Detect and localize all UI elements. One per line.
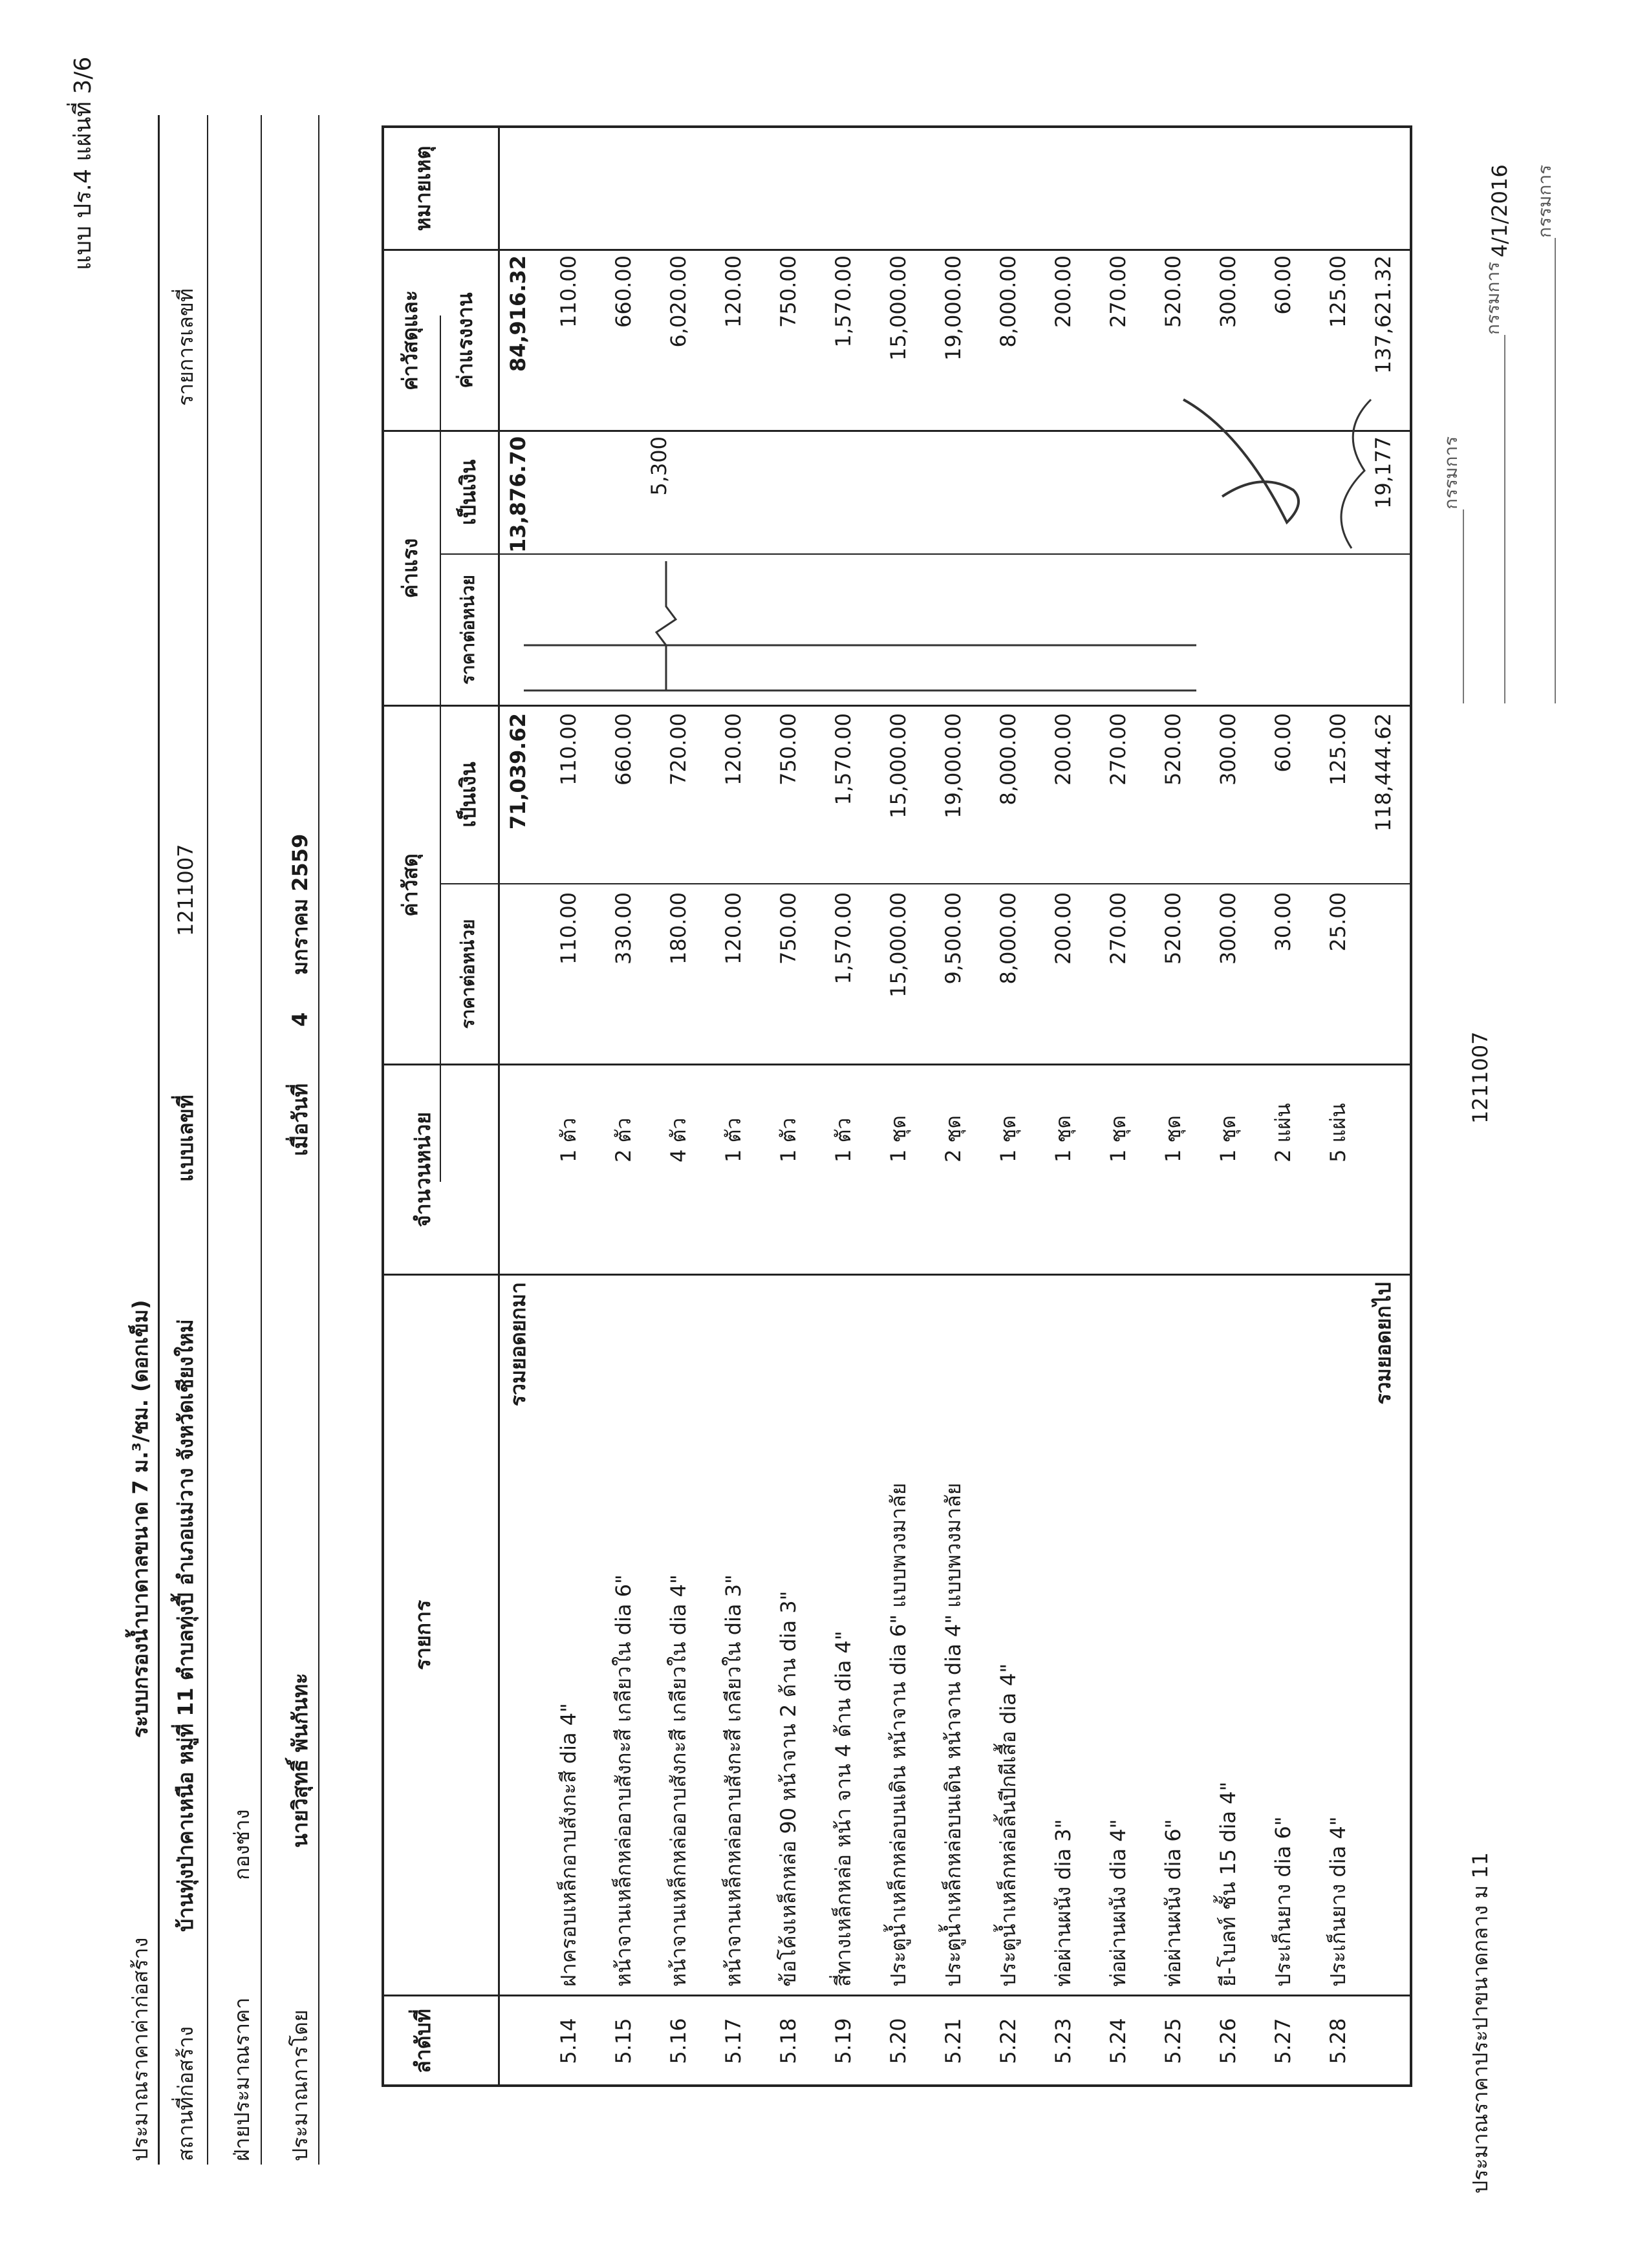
header-rule-4 xyxy=(318,115,319,2165)
col-header-lab-unit: ราคาต่อหน่วย xyxy=(457,575,479,685)
col-header-lab-amount: เป็นเงิน xyxy=(456,459,480,526)
row-no: 5.21 xyxy=(941,2018,965,2064)
row-no: 5.23 xyxy=(1051,2018,1075,2064)
row-material: 750.00 xyxy=(776,713,801,786)
row-no: 5.16 xyxy=(666,2018,691,2064)
row-material: 1,570.00 xyxy=(831,713,856,806)
row-item: ท่อผ่านผนัง dia 3" xyxy=(1051,1819,1075,1987)
row-total: 1,570.00 xyxy=(831,255,856,348)
dept-label: ฝ่ายประมาณราคา xyxy=(230,1997,254,2161)
row-no: 5.14 xyxy=(556,2018,581,2064)
row-unit-price: 15,000.00 xyxy=(886,892,911,998)
row-material: 60.00 xyxy=(1271,713,1295,773)
row-unit-price: 8,000.00 xyxy=(996,892,1020,985)
row-qty: 2 แผ่น xyxy=(1271,1103,1295,1162)
row-item: ฝาครอบเหล็กอาบสังกะสี dia 4" xyxy=(556,1703,581,1987)
signature-label-1: กรรมการ xyxy=(1440,436,1461,509)
header-rule-2 xyxy=(207,115,208,2165)
row-material: 19,000.00 xyxy=(941,713,965,818)
row-material: 660.00 xyxy=(611,713,636,786)
row-no: 5.22 xyxy=(996,2018,1020,2064)
row-labor: 5,300 xyxy=(647,436,671,496)
col-header-remark: หมายเหตุ xyxy=(411,145,435,231)
carry-out-labor: 19,177 xyxy=(1371,436,1396,509)
row-qty: 2 ตัว xyxy=(611,1117,636,1162)
row-qty: 1 ตัว xyxy=(721,1117,746,1162)
row-qty: 1 ชุด xyxy=(1051,1115,1075,1162)
row-unit-price: 30.00 xyxy=(1271,892,1295,952)
col-line-item xyxy=(382,1274,1412,1276)
signature-line-1 xyxy=(1463,509,1464,703)
row-material: 120.00 xyxy=(721,713,746,786)
row-unit-price: 120.00 xyxy=(721,892,746,965)
row-qty: 1 ชุด xyxy=(886,1115,911,1162)
row-qty: 4 ตัว xyxy=(666,1117,691,1162)
table-top-border xyxy=(382,127,384,2087)
row-unit-price: 1,570.00 xyxy=(831,892,856,985)
row-unit-price: 180.00 xyxy=(666,892,691,965)
row-qty: 1 ตัว xyxy=(776,1117,801,1162)
row-material: 200.00 xyxy=(1051,713,1075,786)
date-month-year: มกราคม 2559 xyxy=(288,833,312,975)
row-qty: 1 ชุด xyxy=(1106,1115,1130,1162)
row-no: 5.20 xyxy=(886,2018,911,2064)
header-bottom-rule xyxy=(498,127,500,2087)
item-no-label: รายการเลขที่ xyxy=(173,288,198,406)
signature-label-3: กรรมการ xyxy=(1534,164,1555,238)
row-item: ประเก็นยาง dia 4" xyxy=(1326,1816,1350,1987)
row-material: 520.00 xyxy=(1161,713,1185,786)
estimator-label: ประมาณการโดย xyxy=(288,2009,312,2161)
row-unit-price: 110.00 xyxy=(556,892,581,965)
row-qty: 5 แผ่น xyxy=(1326,1103,1350,1162)
row-item: ประตูน้ำเหล็กหล่อลิ้นปีกผีเสื้อ dia 4" xyxy=(996,1663,1020,1987)
row-material: 300.00 xyxy=(1216,713,1240,786)
row-unit-price: 270.00 xyxy=(1106,892,1130,965)
estimator-value: นายวิสุทธิ์ พันกันทะ xyxy=(288,1673,312,1848)
col-header-mat-unit: ราคาต่อหน่วย xyxy=(457,919,479,1029)
row-total: 15,000.00 xyxy=(886,255,911,361)
carry-in-material: 71,039.62 xyxy=(506,713,530,830)
row-item: หน้าจานเหล็กหล่ออาบสังกะสี เกลียวใน dia 6" xyxy=(611,1574,636,1987)
row-item: ประตูน้ำเหล็กหล่อบนเดิน หน้าจาน dia 6" แบบพวงมาลัย xyxy=(886,1482,911,1987)
title-value: ระบบกรองน้ำบาดาลขนาด 7 ม.³/ชม. (ดอกเข็ม) xyxy=(128,1300,153,1738)
header-mid-rule xyxy=(440,316,441,1182)
row-item: ยี-โบลท์ ชั้น 15 dia 4" xyxy=(1216,1781,1240,1987)
signature-line-3 xyxy=(1555,238,1556,703)
row-total: 270.00 xyxy=(1106,255,1130,328)
row-item: หน้าจานเหล็กหล่ออาบสังกะสี เกลียวใน dia 3" xyxy=(721,1574,746,1987)
date-day: 4 xyxy=(288,1012,312,1027)
row-qty: 2 ชุด xyxy=(941,1115,965,1162)
row-unit-price: 25.00 xyxy=(1326,892,1350,952)
row-unit-price: 750.00 xyxy=(776,892,801,965)
row-total: 660.00 xyxy=(611,255,636,328)
footer-left: ประมาณราคาประปาขนาดกลาง ม 11 xyxy=(1468,1852,1493,2194)
drawing-value: 1211007 xyxy=(173,844,198,936)
dept-value: กองช่าง xyxy=(230,1809,254,1880)
carry-out-material: 118,444.62 xyxy=(1371,713,1396,832)
row-total: 19,000.00 xyxy=(941,255,965,361)
row-no: 5.25 xyxy=(1161,2018,1185,2064)
footer-date: 4/1/2016 xyxy=(1487,164,1512,257)
row-no: 5.17 xyxy=(721,2018,746,2064)
row-no: 5.24 xyxy=(1106,2018,1130,2064)
carry-in-total: 84,916.32 xyxy=(506,255,530,372)
form-code: แบบ ปร.4 แผ่นที่ 3/6 xyxy=(70,56,96,270)
row-total: 110.00 xyxy=(556,255,581,328)
carry-out-total: 137,621.32 xyxy=(1371,255,1396,374)
row-qty: 1 ตัว xyxy=(556,1117,581,1162)
header-rule-3 xyxy=(261,115,262,2165)
handwritten-marks xyxy=(511,251,1416,703)
site-label: สถานที่ก่อสร้าง xyxy=(173,2026,198,2161)
col-header-seq: ลำดับที่ xyxy=(411,2009,435,2073)
row-no: 5.18 xyxy=(776,2018,801,2064)
row-total: 60.00 xyxy=(1271,255,1295,315)
row-total: 120.00 xyxy=(721,255,746,328)
col-header-material: ค่าวัสดุ xyxy=(398,853,422,917)
col-line-qty xyxy=(382,1064,1412,1065)
row-qty: 1 ชุด xyxy=(1216,1115,1240,1162)
row-material: 125.00 xyxy=(1326,713,1350,786)
row-item: ประเก็นยาง dia 6" xyxy=(1271,1816,1295,1987)
row-item: หน้าจานเหล็กหล่ออาบสังกะสี เกลียวใน dia 4" xyxy=(666,1574,691,1987)
row-item: ประตูน้ำเหล็กหล่อบนเดิน หน้าจาน dia 4" แบบพวงมาลัย xyxy=(941,1482,965,1987)
row-material: 720.00 xyxy=(666,713,691,786)
row-total: 300.00 xyxy=(1216,255,1240,328)
row-qty: 1 ชุด xyxy=(1161,1115,1185,1162)
col-header-qty: จำนวนหน่วย xyxy=(411,1111,435,1228)
carry-in-label: รวมยอดยกมา xyxy=(506,1282,530,1407)
row-total: 8,000.00 xyxy=(996,255,1020,348)
col-header-mat-amount: เป็นเงิน xyxy=(456,762,480,828)
site-value: บ้านทุ่งป่าคาเหนือ หมู่ที่ 11 ตำบลทุ่งปี้ อำเภอแม่วาง จังหวัดเชียงใหม่ xyxy=(173,1319,198,1932)
row-unit-price: 520.00 xyxy=(1161,892,1185,965)
carry-out-label: รวมยอดยกไป xyxy=(1371,1282,1396,1405)
col-header-total-top: ค่าวัสดุและ xyxy=(398,290,422,391)
signature-label-2: กรรมการ xyxy=(1482,261,1503,335)
row-unit-price: 330.00 xyxy=(611,892,636,965)
row-item: ท่อผ่านผนัง dia 4" xyxy=(1106,1819,1130,1987)
row-item: สี่ทางเหล็กหล่อ หน้า จาน 4 ด้าน dia 4" xyxy=(831,1631,856,1987)
row-material: 270.00 xyxy=(1106,713,1130,786)
row-total: 6,020.00 xyxy=(666,255,691,348)
col-header-item: รายการ xyxy=(411,1599,435,1671)
row-no: 5.28 xyxy=(1326,2018,1350,2064)
header-rule-1 xyxy=(158,115,160,2165)
col-header-labor: ค่าแรง xyxy=(398,538,422,599)
title-label: ประมาณราคาค่าก่อสร้าง xyxy=(128,1937,153,2161)
row-total: 200.00 xyxy=(1051,255,1075,328)
row-no: 5.27 xyxy=(1271,2018,1295,2064)
row-no: 5.15 xyxy=(611,2018,636,2064)
row-qty: 1 ตัว xyxy=(831,1117,856,1162)
carry-in-labor: 13,876.70 xyxy=(506,436,530,553)
row-item: ข้อโค้งเหล็กหล่อ 90 หน้าจาน 2 ด้าน dia 3" xyxy=(776,1590,801,1987)
row-material: 8,000.00 xyxy=(996,713,1020,806)
signature-line-2 xyxy=(1504,335,1505,703)
row-qty: 1 ชุด xyxy=(996,1115,1020,1162)
col-line-mat-unit xyxy=(440,883,1412,884)
row-unit-price: 200.00 xyxy=(1051,892,1075,965)
col-header-total-bottom: ค่าแรงงาน xyxy=(453,292,477,389)
table-right-border xyxy=(382,125,1412,128)
footer-center: 1211007 xyxy=(1468,1031,1493,1124)
row-total: 520.00 xyxy=(1161,255,1185,328)
row-no: 5.26 xyxy=(1216,2018,1240,2064)
row-material: 110.00 xyxy=(556,713,581,786)
row-unit-price: 9,500.00 xyxy=(941,892,965,985)
row-total: 750.00 xyxy=(776,255,801,328)
row-unit-price: 300.00 xyxy=(1216,892,1240,965)
row-material: 15,000.00 xyxy=(886,713,911,818)
row-total: 125.00 xyxy=(1326,255,1350,328)
row-no: 5.19 xyxy=(831,2018,856,2064)
row-item: ท่อผ่านผนัง dia 6" xyxy=(1161,1819,1185,1987)
date-label: เมื่อวันที่ xyxy=(288,1083,312,1156)
drawing-label: แบบเลขที่ xyxy=(173,1095,198,1182)
col-line-mat xyxy=(382,705,1412,707)
